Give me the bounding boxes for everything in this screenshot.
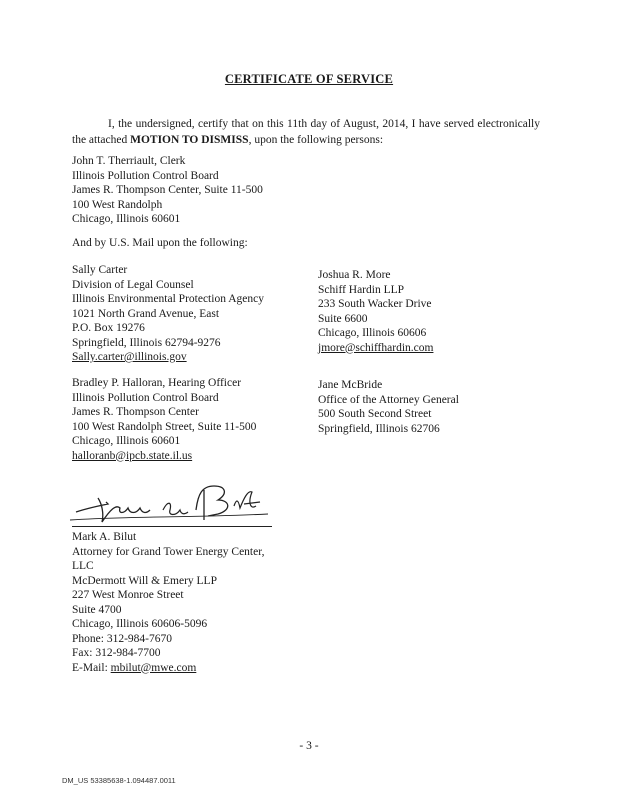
address-line: Chicago, Illinois 60606 [318,327,427,339]
address-line: 1021 North Grand Avenue, East [72,307,220,320]
address-line: Chicago, Illinois 60601 [72,213,181,225]
signature-block [72,530,264,675]
signature-line-text: McDermott Will & Emery LLP [72,574,217,587]
address-line: Springfield, Illinois 62794-9276 [72,336,221,349]
address-line: Bradley P. Halloran, Hearing Officer [72,377,242,389]
signature-line-text: LLC [72,560,94,572]
signature-line-text: Suite 4700 [72,603,122,616]
intro-paragraph [72,116,540,148]
signature-line [72,526,272,527]
intro-text-start: I, the undersigned, certify that on this 11th day of August, 2014, I have served electronically the attached [72,118,540,146]
address-line: John T. Therriault, Clerk [72,155,186,167]
address-line: Division of Legal Counsel [72,278,194,291]
intro-text-end: , upon the following persons: [248,134,384,146]
signature-line-text: Mark A. Bilut [72,531,137,543]
signature-line-text: Chicago, Illinois 60606-5096 [72,618,208,630]
address-line: Schiff Hardin LLP [318,283,405,296]
email-link[interactable]: mbilut@mwe.com [110,661,197,674]
address-line: 500 South Second Street [318,408,432,420]
motion-title: MOTION TO DISMISS [130,134,249,146]
signature-line-text: Fax: 312-984-7700 [72,647,161,659]
recipient-joshua-more [318,268,433,355]
mail-intro: And by U.S. Mail upon the following: [72,237,248,249]
page-number: - 3 - [299,740,319,752]
signature-icon [68,480,278,530]
address-line: Illinois Pollution Control Board [72,169,219,182]
address-line: Suite 6600 [318,312,368,325]
address-line: Illinois Pollution Control Board [72,391,219,404]
handwritten-signature [68,480,278,530]
address-line: 100 West Randolph Street, Suite 11-500 [72,420,257,433]
address-line: 233 South Wacker Drive [318,298,432,310]
address-line: Joshua R. More [318,269,391,281]
recipient-sally-carter [72,263,264,365]
address-line: Jane McBride [318,379,383,391]
address-line: Sally Carter [72,264,128,276]
address-line: Springfield, Illinois 62706 [318,422,440,435]
address-line: P.O. Box 19276 [72,322,145,334]
email-row [72,661,264,676]
page-title: CERTIFICATE OF SERVICE [224,72,394,86]
email-link[interactable]: Sally.carter@illinois.gov [72,351,187,363]
email-label: E-Mail: [72,661,111,674]
signature-line-text: 227 West Monroe Street [72,589,184,601]
footer-document-code: DM_US 53385638-1.094487.0011 [62,776,176,785]
address-line: James R. Thompson Center, Suite 11-500 [72,184,263,196]
email-link[interactable]: halloranb@ipcb.state.il.us [72,449,193,462]
recipient-jane-mcbride [318,378,459,436]
signature-line-text: Attorney for Grand Tower Energy Center, [72,545,265,558]
address-line: Office of the Attorney General [318,393,459,406]
recipient-bradley-halloran [72,376,256,463]
address-line: 100 West Randolph [72,198,163,211]
signature-line-text: Phone: 312-984-7670 [72,632,172,645]
address-line: James R. Thompson Center [72,406,199,418]
address-line: Chicago, Illinois 60601 [72,435,181,447]
electronic-recipient-address [72,154,263,227]
email-link[interactable]: jmore@schiffhardin.com [318,341,434,354]
address-line: Illinois Environmental Protection Agency [72,293,264,305]
